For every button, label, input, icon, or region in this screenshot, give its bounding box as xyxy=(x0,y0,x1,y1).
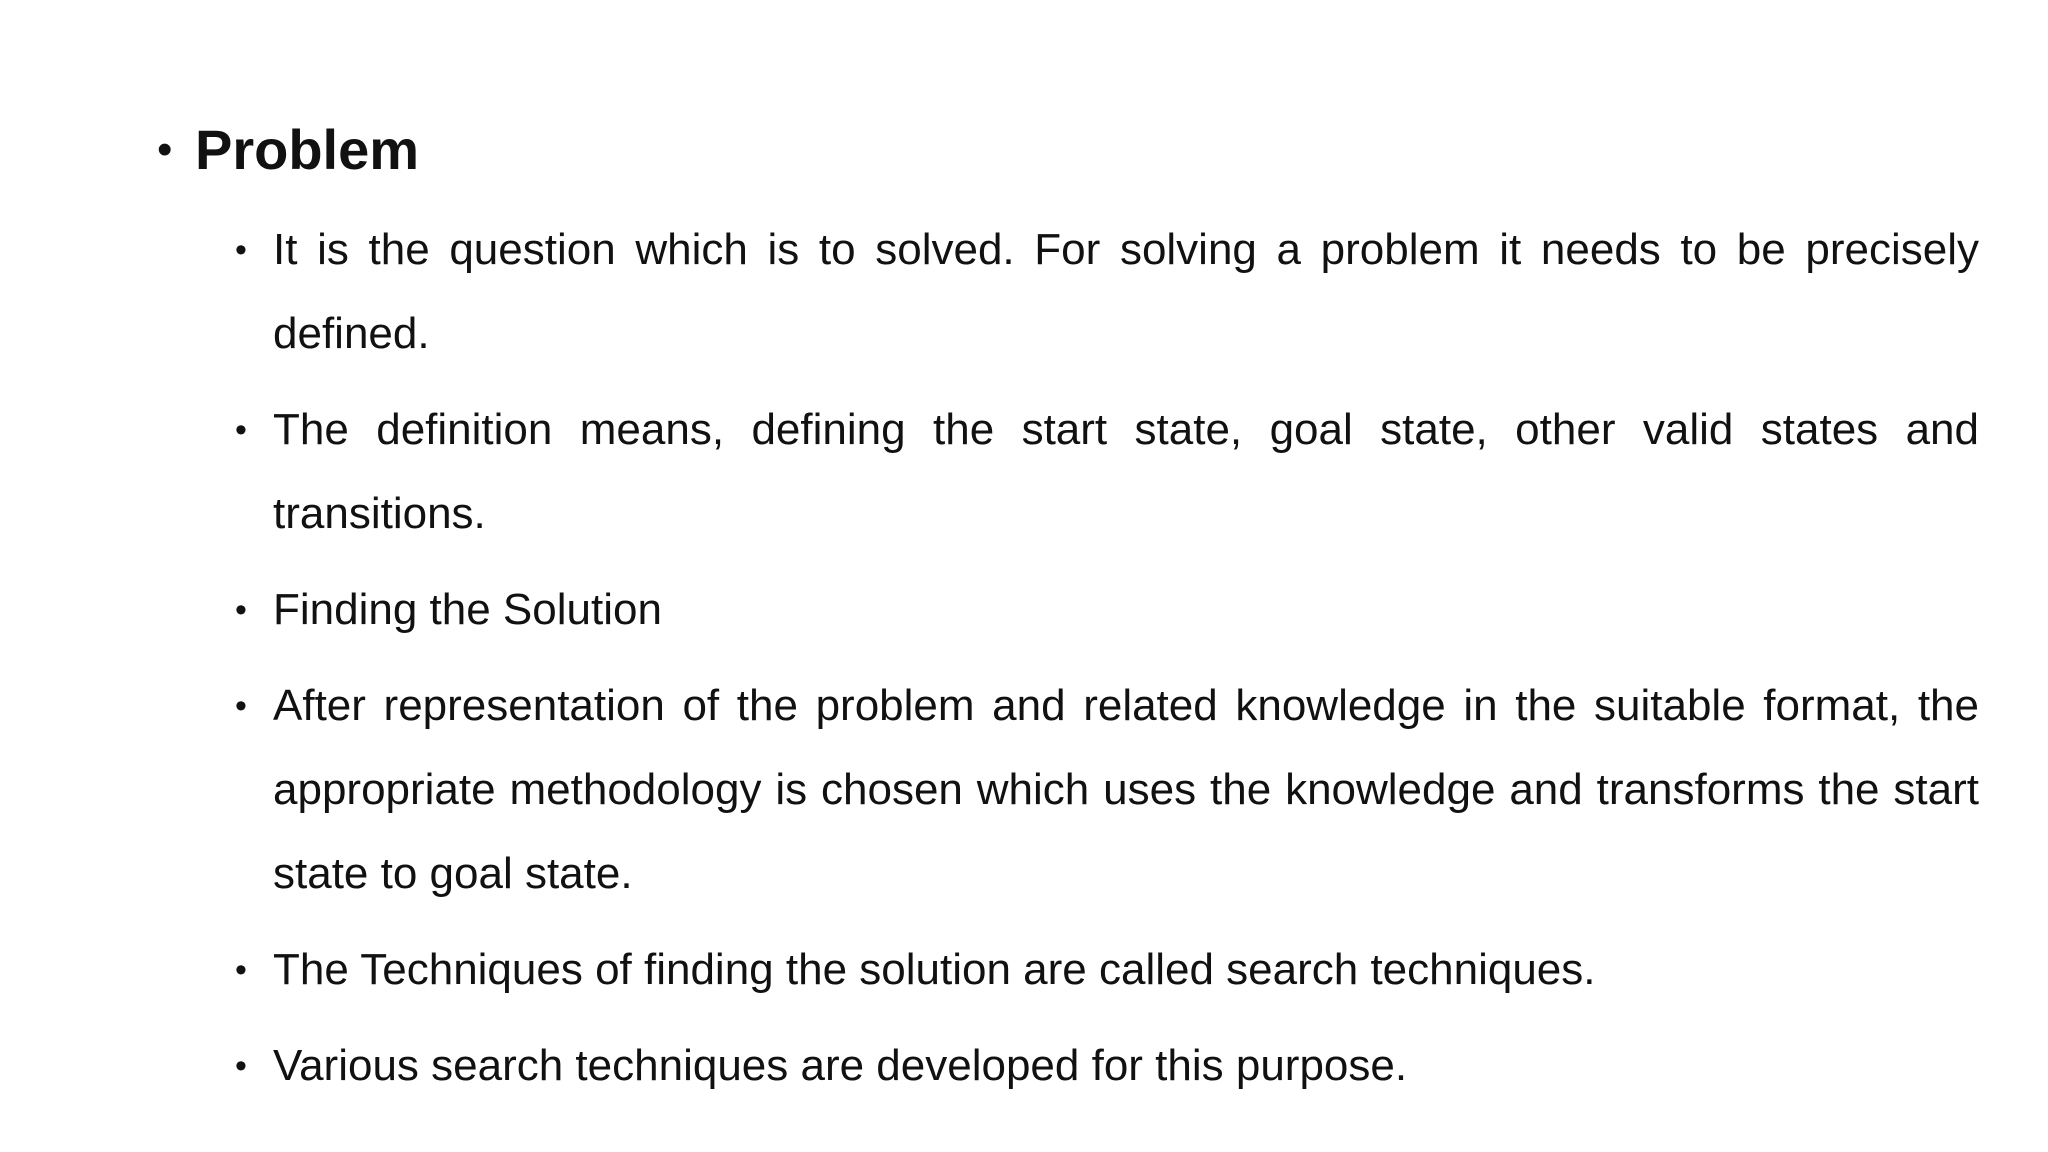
bullet-icon: • xyxy=(235,411,247,449)
list-item xyxy=(235,388,1979,556)
list-item-text: The definition means, defining the start state, goal state, other valid states and transitions. xyxy=(273,405,1979,538)
list-item-text: The Techniques of finding the solution are called search techniques. xyxy=(273,945,1596,994)
list-item-text: Various search techniques are developed for this purpose. xyxy=(273,1041,1408,1090)
bullet-icon: • xyxy=(235,1047,247,1085)
heading-row xyxy=(157,112,419,188)
list-item-text: It is the question which is to solved. For solving a problem it needs to be precisely defined. xyxy=(273,225,1979,358)
list-item-text: Finding the Solution xyxy=(273,585,662,634)
list-item xyxy=(235,928,1979,1012)
slide-heading: Problem xyxy=(195,118,420,181)
bullet-icon: • xyxy=(157,125,173,174)
bullet-icon: • xyxy=(235,951,247,989)
bullet-icon: • xyxy=(235,231,247,269)
bullet-icon: • xyxy=(235,591,247,629)
bullet-list xyxy=(235,208,1979,1120)
list-item xyxy=(235,1024,1979,1108)
list-item xyxy=(235,664,1979,916)
list-item xyxy=(235,568,1979,652)
list-item xyxy=(235,208,1979,376)
list-item-text: After representation of the problem and related knowledge in the suitable format, the appropriate methodology is chosen which uses the knowledge and transforms the start state to goal state. xyxy=(273,681,1979,898)
bullet-icon: • xyxy=(235,687,247,725)
